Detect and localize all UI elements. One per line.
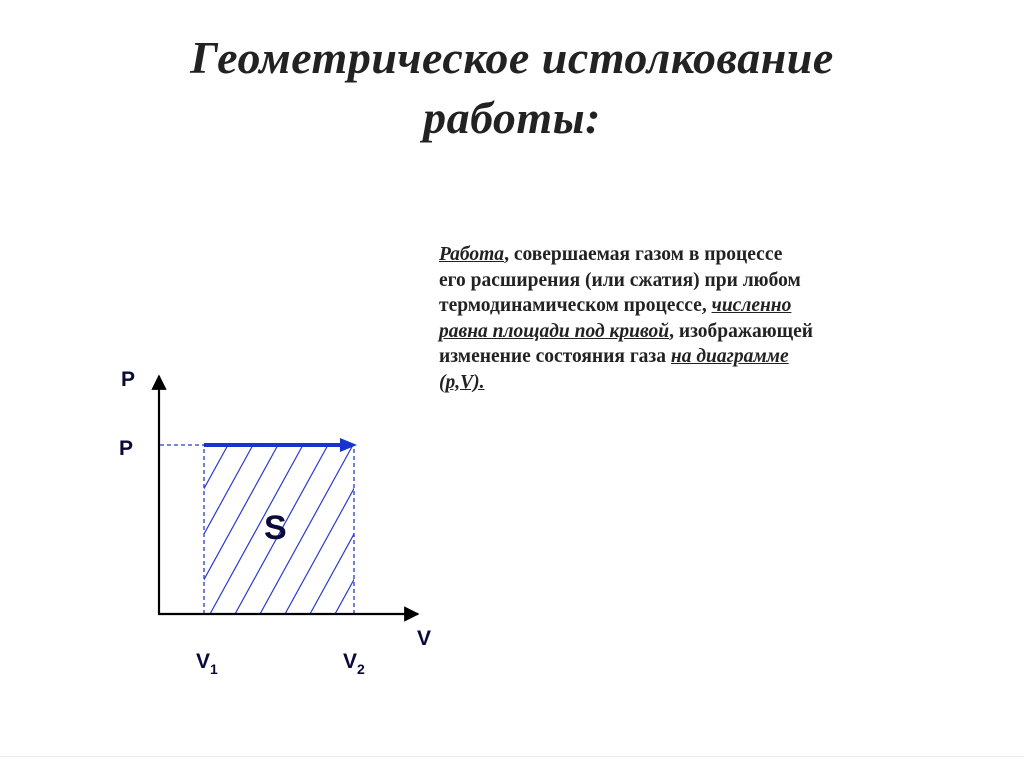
v2-label-subscript: 2 [357,661,365,677]
description-fragment: изменение состояния газа [439,346,671,367]
description-fragment: , изображающей [669,320,814,342]
pressure-level-label: P [119,437,134,460]
area-label: S [264,509,287,547]
description-line-2: его расширения (или сжатия) при любом [439,269,801,291]
hatch-line [60,445,153,614]
v1-label-main: V [196,650,211,673]
title-line-1: Геометрическое истолкование [190,32,834,83]
hatch-line [135,445,228,614]
hatch-line [285,445,378,614]
hatch-line [510,445,603,614]
hatch-line [35,445,128,614]
term-work: Работа [439,244,505,265]
hatch-line [335,445,428,614]
term-on-diagram: на диаграмме [670,346,789,367]
hatch-line [160,445,253,614]
hatch-line [460,445,553,614]
hatch-line [85,445,178,614]
hatch-line [110,445,203,614]
hatch-line [210,445,303,614]
description-fragment: , совершаемая газом в процессе [504,244,783,265]
hatch-line [410,445,503,614]
v2-label-main: V [343,650,358,673]
hatch-line [435,445,528,614]
y-axis-label: P [121,368,136,391]
work-area-hatch [35,445,603,614]
hatch-line [385,445,478,614]
term-area-under-curve: равна площади под кривой [439,320,670,342]
title-line-2: работы: [423,92,601,143]
hatch-line [485,445,578,614]
v2-label [343,650,365,677]
hatch-line [360,445,453,614]
description-fragment: термодинамическом процессе, [439,295,712,316]
hatch-line [310,445,403,614]
slide-bottom-rule [0,756,1024,757]
x-axis-label: V [417,627,432,650]
term-pv: (p,V). [439,371,485,393]
v1-label-subscript: 1 [210,661,218,677]
term-numerically: численно [711,295,792,316]
v1-label [196,650,218,677]
